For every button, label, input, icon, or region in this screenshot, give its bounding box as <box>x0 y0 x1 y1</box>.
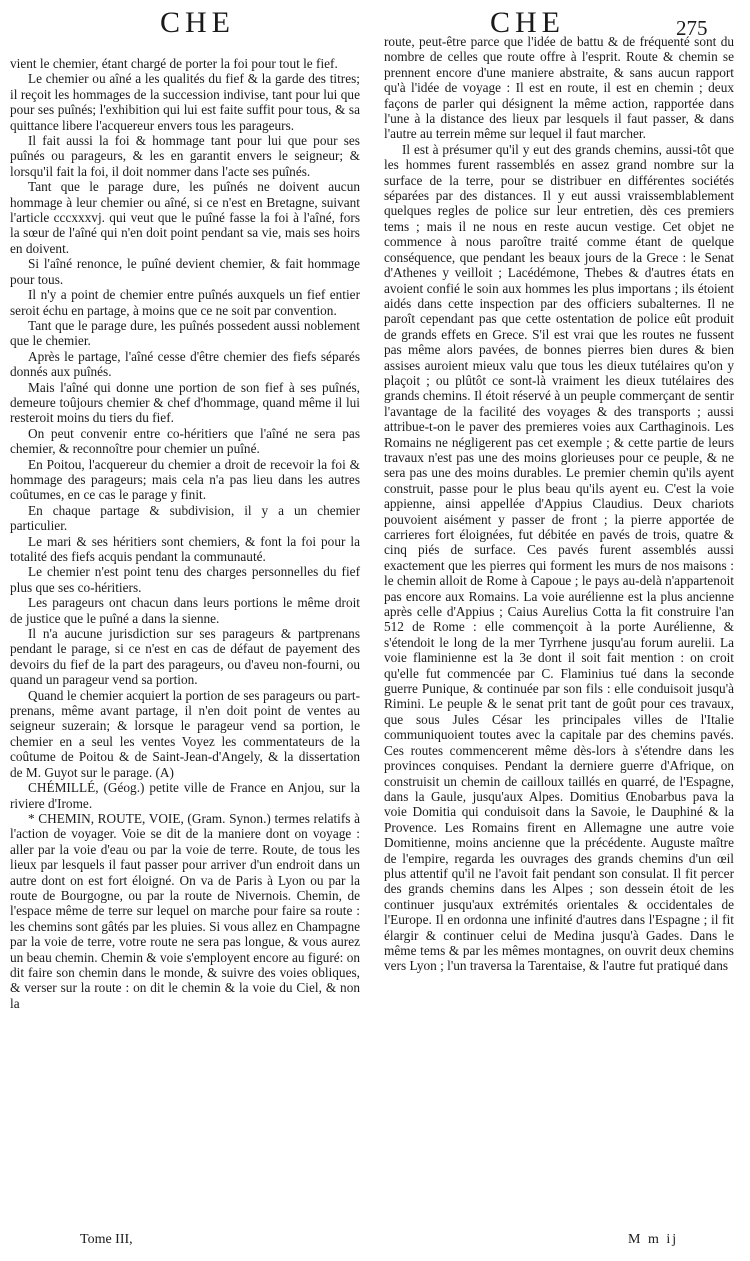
paragraph: En Poitou, l'acquereur du chemier a droit de recevoir la foi & hommage des parageurs; mais cela n'a pas lieu dans les autres coûtumes, en ce cas le parage y finit. <box>10 456 360 503</box>
paragraph: Après le partage, l'aîné cesse d'être chemier des fiefs séparés donnés aux puînés. <box>10 348 360 380</box>
paragraph: Il n'y a point de chemier entre puînés auxquels un fief entier seroit échu en partage, à moins que ce ne soit par convention. <box>10 287 360 318</box>
right-column <box>384 34 734 974</box>
paragraph: Le chemier n'est point tenu des charges personnelles du fief plus que ses co-héritiers. <box>10 564 360 595</box>
paragraph: Il n'a aucune jurisdiction sur ses parageurs & partprenans pendant le parage, si ce n'est en cas de défaut de payement des devoirs du fief de la part des parageurs, ou d'aveu non-fourni, ou quand un parageur vend sa portion. <box>10 626 360 688</box>
paragraph: Tant que le parage dure, les puînés possedent aussi noblement que le chemier. <box>10 317 360 349</box>
paragraph: Il est à présumer qu'il y eut des grands chemins, aussi-tôt que les hommes furent rassemblés en assez grand nombre sur la surface de la terre, pour se distribuer en différentes sociétés séparées par des distances. Il y eut aussi vraissemblablement quelques regles de police sur leur entretien, dès ces premiers tems ; mais il ne nous en reste aucun vestige. Cet objet ne commence à nous paroître traité comme étant de quelque conséquence, que pendant les beaux jours de la Grece : le Senat d'Athenes y veilloit ; Lacédémone, Thebes & d'autres états en avoient confié le soin aux hommes les plus importans ; ils étoient aidés dans cette inspection par des officiers subalternes. Il ne paroît cependant pas que cette ostentation de police eût produit de grands effets en Grece. S'il est vrai que les routes ne fussent pas même alors pavées, de bonnes pierres bien dures & bien assises auroient mieux valu que tous les dieux tutélaires qu'on y plaçoit ; ou plûtôt ce sont-là vraiment les dieux tutélaires des grands chemins. Il étoit réservé à un peuple commerçant de sentir l'avantage de la facilité des voyages & des transports ; aussi attribue-t-on le paver des premieres voies aux Carthaginois. Les Romains ne négligerent pas cet exemple ; & cette partie de leurs travaux n'est pas une des moins glorieuses pour ce peuple, & ne sera pas une des moins durables. Le premier chemin qu'ils ayent construit, passe pour le plus beau qu'ils ayent eu. C'est la voie appienne, ainsi appellée d'Appius Claudius. Deux chariots pouvoient aisément y passer de front ; la pierre apportée de carrieres fort éloignées, fut débitée en pavés de trois, quatre & cinq piés de surface. Ces pavés furent assemblés aussi exactement que les pierres qui forment les murs de nos maisons : le chemin alloit de Rome à Capoue ; le pays au-delà n'appartenoit pas encore aux Romains. La voie aurélienne est la plus ancienne après celle d'Appius ; Caius Aurelius Cotta la fit construire l'an 512 de Rome : elle commençoit à la porte Aurélienne, & s'étendoit le long de la mer Tyrrhene jusqu'au forum aurelii. La voie flaminienne est la 3e dont il soit fait mention : on croit qu'elle fut commencée par C. Flaminius tué dans la seconde guerre Punique, & continuée par son fils : elle conduisoit jusqu'à Rimini. Le peuple & le senat prit tant de goût pour ces travaux, que sous Jules César les principales villes de l'Italie communiquoient toutes avec la capitale par des chemins pavés. Ces routes commencerent même dès-lors à s'étendre dans les provinces conquises. Pendant la derniere guerre d'Afrique, on construisit un chemin de cailloux taillés en quarré, de l'Espagne, dans la Gaule, jusqu'aux Alpes. Domitius Œnobarbus pava la voie Domitia qui conduisoit dans la Savoie, le Dauphiné & la Provence. Les Romains firent en Allemagne une autre voie Domitienne, moins ancienne que la précédente. Auguste maître de l'empire, regarda les ouvrages des grands chemins d'un œil plus attentif qu'il ne l'avoit fait pendant son consulat. Il fit percer des grands chemins dans les Alpes ; son dessein étoit de les continuer jusqu'aux extrémités orientales & occidentales de l'Europe. Il en ordonna une infinité d'autres dans l'Espagne ; il fit élargir & continuer celui de Medina jusqu'à Gades. Dans le même tems & par les mêmes montagnes, on ouvrit deux chemins vers Lyon ; l'un traversa la Tarentaise, & l'autre fut pratiqué dans <box>384 141 734 974</box>
left-running-head: CHE <box>160 6 235 39</box>
paragraph: Mais l'aîné qui donne une portion de son fief à ses puînés, demeure toûjours chemier & chef d'hommage, quand même il lui resteroit moins du tiers du fief. <box>10 379 360 426</box>
entry-chemille: CHÉMILLÉ, (Géog.) petite ville de France en Anjou, sur la riviere d'Irome. <box>10 780 360 811</box>
page-number: 275 <box>676 16 708 40</box>
right-running-head: CHE <box>490 6 565 39</box>
paragraph: En chaque partage & subdivision, il y a un chemier particulier. <box>10 502 360 534</box>
volume-label: Tome III, <box>80 1232 133 1247</box>
paragraph: Le chemier ou aîné a les qualités du fief & la garde des titres; il reçoit les hommages de la succession indivise, tant pour lui que pour ses puînés; l'exhibition qui lui est faite suffit pour tous, & sa quittance libere l'acquereur envers tous les parageurs. <box>10 71 360 133</box>
paragraph: Tant que le parage dure, les puînés ne doivent aucun hommage à leur chemier ou aîné, si ce n'est en Bretagne, suivant l'article cccxxxvj. qui veut que le puîné fasse la foi à l'aîné, fors la sœur de l'aîné qui n'en doit point pendant sa vie, mais ses hoirs en doivent. <box>10 179 360 256</box>
paragraph: On peut convenir entre co-héritiers que l'aîné ne sera pas chemier, & reconnoître pour chemier un puîné. <box>10 425 360 457</box>
paragraph: Les parageurs ont chacun dans leurs portions le même droit de justice que le puîné a dans la sienne. <box>10 595 360 626</box>
paragraph: Quand le chemier acquiert la portion de ses parageurs ou part-prenans, même avant partage, il n'en doit point de ventes au seigneur suzerain; & lorsque le parageur vend sa portion, le chemier en a seul les ventes Voyez les commentateurs de la coûtume de Poitou & de Saint-Jean-d'Angely, & la dissertation de M. Guyot sur le parage. (A) <box>10 687 360 780</box>
entry-chemin-route-voie: * CHEMIN, ROUTE, VOIE, (Gram. Synon.) termes relatifs à l'action de voyager. Voie se dit de la maniere dont on voyage : aller par la voie d'eau ou par la voie de terre. Route, de tous les lieux par lesquels il faut passer pour arriver d'un endroit dans un autre dont on est fort éloigné. On va de Paris à Lyon ou par la route de Bourgogne, ou par la route de Nivernois. Chemin, de l'espace même de terre sur lequel on marche pour faire sa route : les chemins sont gâtés par les pluies. Si vous allez en Champagne par la voie de terre, votre route ne sera pas longue, & vous aurez un beau chemin. Chemin & voie s'employent encore au figuré: on dit faire son chemin dans le monde, & suivre des voies obliques, & verser sur la route : on dit le chemin & la voie du Ciel, & non la <box>10 810 360 1011</box>
paragraph: Si l'aîné renonce, le puîné devient chemier, & fait hommage pour tous. <box>10 256 360 287</box>
paragraph: Il fait aussi la foi & hommage tant pour lui que pour ses puînés ou parageurs, & les en garantit envers le seigneur; & lorsqu'il fait la foi, il doit nommer dans l'acte ses puînés. <box>10 133 360 179</box>
paragraph: Le mari & ses héritiers sont chemiers, & font la foi pour la totalité des fiefs acquis pendant la communauté. <box>10 533 360 564</box>
signature-mark: M m ij <box>628 1232 679 1247</box>
paragraph: route, peut-être parce que l'idée de battu & de fréquenté sont du nombre de celles que route offre à l'esprit. Route & chemin se prennent encore d'une maniere abstraite, & sans aucun rapport qu'à l'idée de voyage : Il est en route, il est en chemin ; deux façons de parler qui désignent la même action, rapportée dans l'une à la distance des lieux par lesquels il faut passer, & dans l'autre au terrein même sur lequel il faut marcher. <box>384 34 734 142</box>
left-column <box>10 56 360 1011</box>
paragraph: vient le chemier, étant chargé de porter la foi pour tout le fief. <box>10 56 338 71</box>
